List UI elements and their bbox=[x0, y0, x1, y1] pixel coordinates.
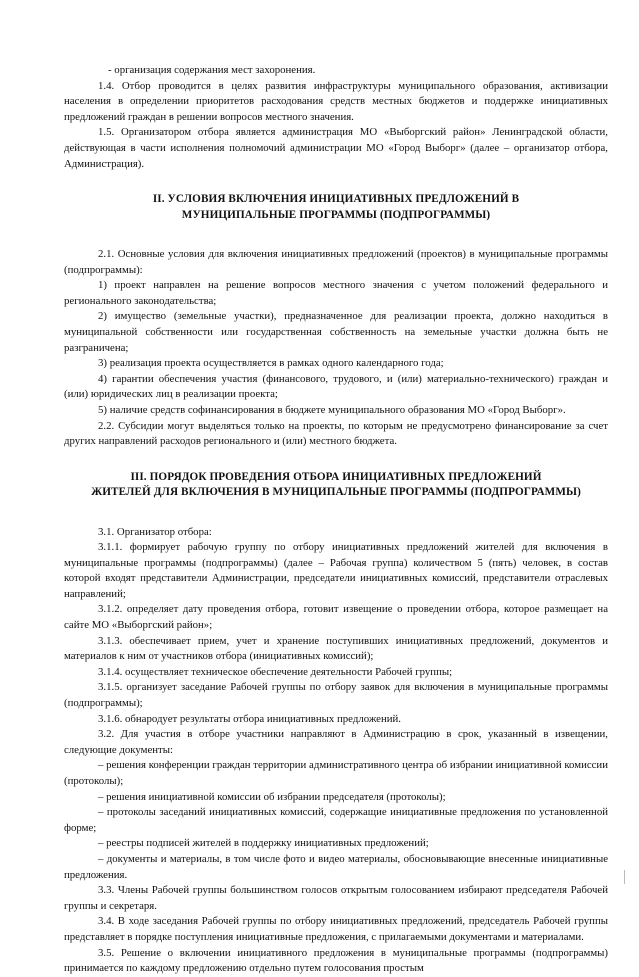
paragraph-2-1-item-4: 4) гарантии обеспечения участия (финансового, трудового, и (или) материально-технического) граждан и (или) юридических лиц в реализации проекта; bbox=[64, 372, 608, 401]
paragraph-1-5: 1.5. Организатором отбора является администрация МО «Выборгский район» Ленинградской области, действующая в части исполнения полномочий администрации МО «Город Выборг» (далее – организатор отбора, Администрация). bbox=[64, 126, 608, 170]
section-2-title-line-2: МУНИЦИПАЛЬНЫЕ ПРОГРАММЫ (ПОДПРОГРАММЫ) bbox=[181, 208, 491, 221]
paragraph-3-2-item-d: – реестры подписей жителей в поддержку инициативных предложений; bbox=[98, 837, 429, 850]
paragraph-3-1-3: 3.1.3. обеспечивает прием, учет и хранение поступивших инициативных предложений, документов и материалов к ним от участников отбора (инициативных комиссий); bbox=[64, 634, 608, 663]
paragraph-3-2-item-e: – документы и материалы, в том числе фото и видео материалы, обосновывающие внесенные инициативные предложения. bbox=[64, 852, 608, 881]
document-body bbox=[64, 63, 608, 977]
section-3-title bbox=[64, 470, 608, 501]
paragraph-3-2-item-a: – решения конференции граждан территории административного центра об избрании инициативной комиссии (протоколы); bbox=[64, 759, 608, 787]
paragraph-3-3: 3.3. Члены Рабочей группы большинством голосов открытым голосованием избирают председателя Рабочей группы и секретаря. bbox=[64, 884, 608, 912]
paragraph-3-5: 3.5. Решение о включении инициативного предложения в муниципальные программы (подпрограммы) принимается по каждому предложению отдельно путем голосования простым bbox=[64, 946, 608, 975]
paragraph-2-2: 2.2. Субсидии могут выделяться только на проекты, по которым не предусмотрено финансирование за счет других направлений расходов регионального и (или) местного бюджета. bbox=[64, 419, 608, 448]
paragraph-3-2-item-c: – протоколы заседаний инициативных комиссий, содержащие инициативные предложения по установленной форме; bbox=[64, 806, 608, 834]
paragraph-intro: - организация содержания мест захоронения. bbox=[108, 64, 316, 76]
paragraph-1-4: 1.4. Отбор проводится в целях развития инфраструктуры муниципального образования, активизации населения в определении приоритетов расходования средств местных бюджетов и поддержке инициативных предложений граждан в решении вопросов местного значения. bbox=[64, 79, 608, 123]
section-2-title bbox=[64, 192, 608, 223]
section-2-title-line-1: II. УСЛОВИЯ ВКЛЮЧЕНИЯ ИНИЦИАТИВНЫХ ПРЕДЛОЖЕНИЙ В bbox=[152, 193, 520, 206]
paragraph-3-1-5: 3.1.5. организует заседание Рабочей группы по отбору заявок для включения в муниципальные программы (подпрограммы); bbox=[64, 681, 608, 710]
paragraph-3-4: 3.4. В ходе заседания Рабочей группы по отбору инициативных предложений, председатель Рабочей группы представляет в порядке поступления инициативные предложения, с прилагаемыми документами и материалами. bbox=[64, 915, 608, 943]
paragraph-2-1: 2.1. Основные условия для включения инициативных предложений (проектов) в муниципальные программы (подпрограммы): bbox=[64, 247, 608, 276]
scan-margin-mark bbox=[624, 870, 625, 884]
paragraph-3-1-2: 3.1.2. определяет дату проведения отбора, готовит извещение о проведении отбора, которое размещает на сайте МО «Выборгский район»; bbox=[64, 603, 608, 632]
paragraph-3-1-1: 3.1.1. формирует рабочую группу по отбору инициативных предложений жителей для включения в муниципальные программы (подпрограммы) (далее – Рабочая группа) количеством 5 (пять) человек, в состав которой входят представители Администрации, председатели инициативных комиссий, представители отраслевых направлений; bbox=[64, 541, 608, 600]
paragraph-3-1-6: 3.1.6. обнародует результаты отбора инициативных предложений. bbox=[98, 712, 401, 725]
paragraph-2-1-item-5: 5) наличие средств софинансирования в бюджете муниципального образования МО «Город Выборг». bbox=[98, 403, 566, 416]
section-3-title-line-2: ЖИТЕЛЕЙ ДЛЯ ВКЛЮЧЕНИЯ В МУНИЦИПАЛЬНЫЕ ПРОГРАММЫ (ПОДПРОГРАММЫ) bbox=[91, 486, 581, 499]
section-3-title-line-1: III. ПОРЯДОК ПРОВЕДЕНИЯ ОТБОРА ИНИЦИАТИВНЫХ ПРЕДЛОЖЕНИЙ bbox=[130, 470, 542, 483]
paragraph-2-1-item-2: 2) имущество (земельные участки), предназначенное для реализации проекта, должно находиться в муниципальной собственности или государственная собственность на земельные участки должна быть не разграничена; bbox=[64, 310, 608, 354]
paragraph-3-1-4: 3.1.4. осуществляет техническое обеспечение деятельности Рабочей группы; bbox=[98, 665, 453, 678]
paragraph-3-1: 3.1. Организатор отбора: bbox=[98, 525, 212, 538]
paragraph-2-1-item-3: 3) реализация проекта осуществляется в рамках одного календарного года; bbox=[98, 357, 444, 370]
paragraph-3-2-item-b: – решения инициативной комиссии об избрании председателя (протоколы); bbox=[98, 790, 446, 803]
paragraph-3-2: 3.2. Для участия в отборе участники направляют в Администрацию в срок, указанный в извещении, следующие документы: bbox=[64, 728, 608, 756]
paragraph-2-1-item-1: 1) проект направлен на решение вопросов местного значения с учетом положений федерального и регионального законодательства; bbox=[64, 279, 608, 307]
